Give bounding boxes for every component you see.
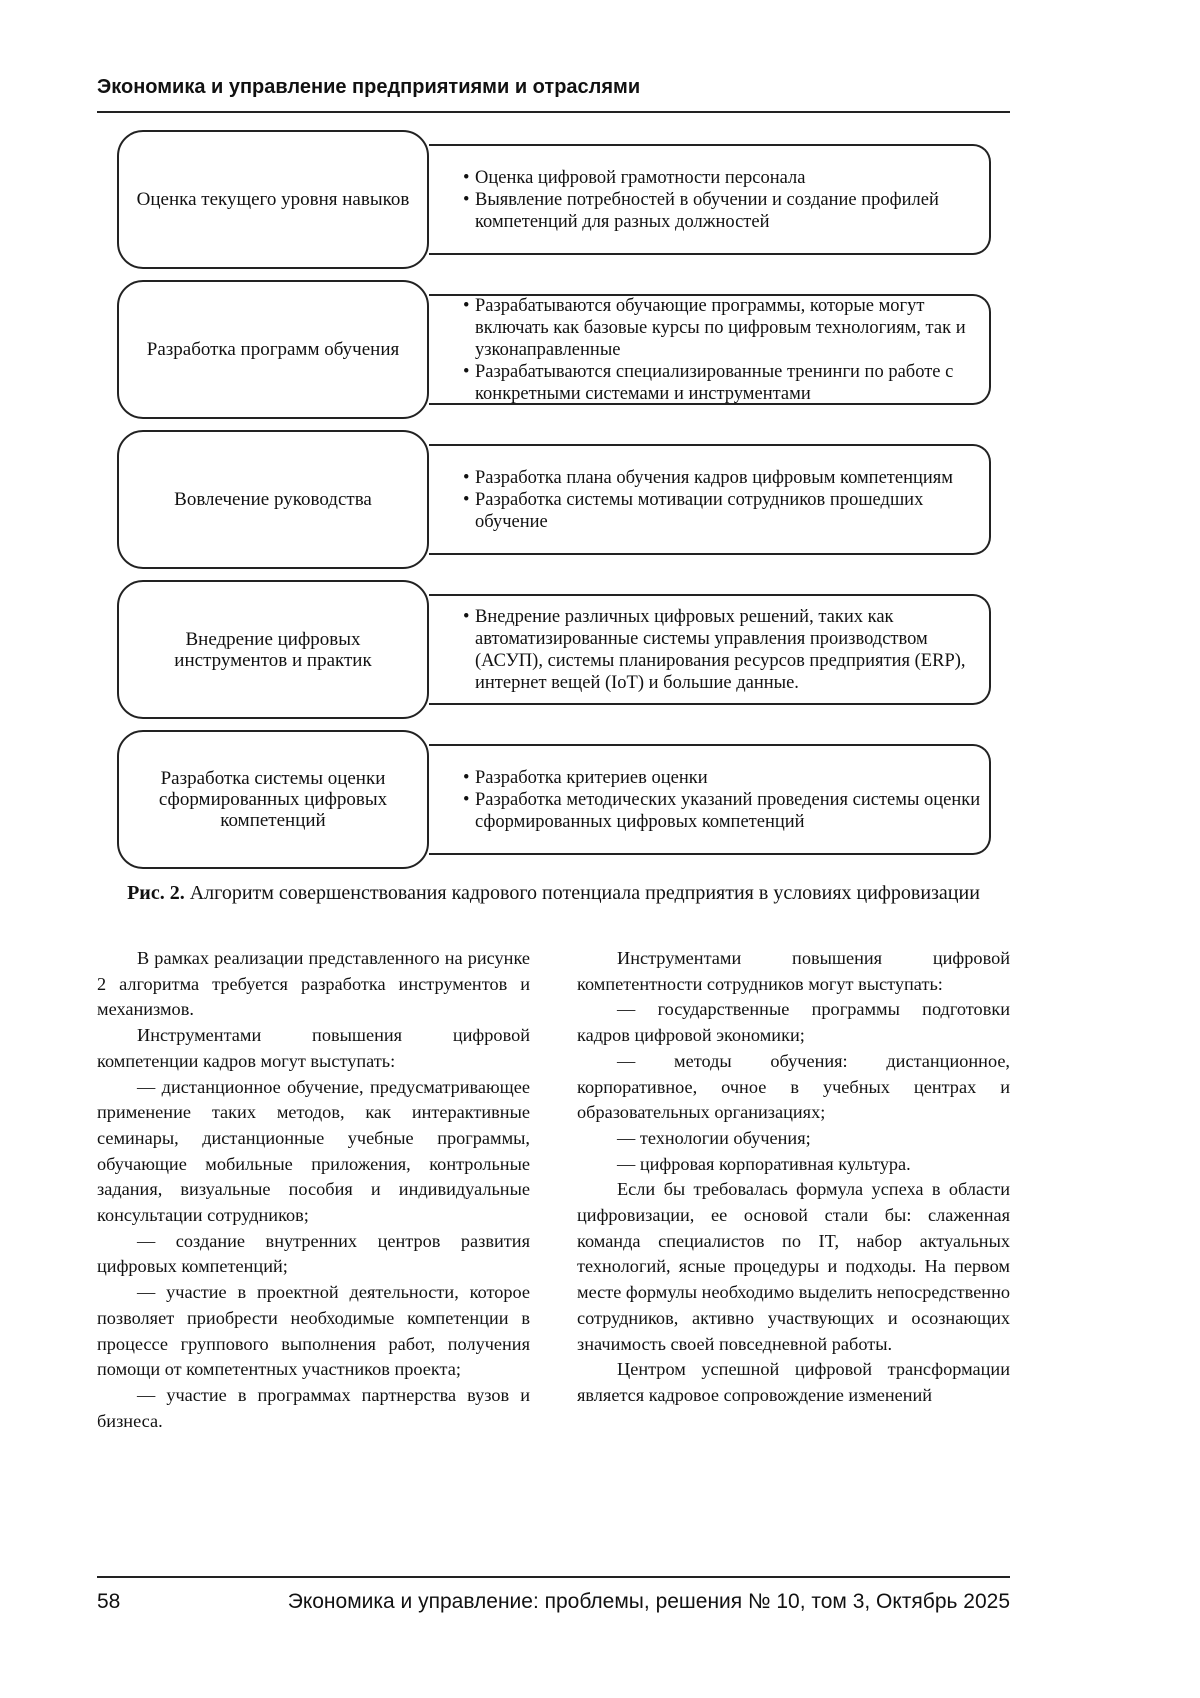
text-column-left [97,946,530,1434]
figure-caption-text: Алгоритм совершенствования кадрового потенциала предприятия в условиях цифровизации [184,882,980,904]
figure-caption [97,880,1010,906]
diagram-step-4 [117,580,993,723]
running-title: Экономика и управление предприятиями и отраслями [97,76,641,98]
paragraph: Инструментами повышения цифровой компетенции кадров могут выступать: [97,1025,530,1071]
paragraph: Центром успешной цифровой трансформации является кадровое сопровождение изменений [577,1359,1010,1405]
list-item: — технологии обучения; [617,1127,811,1148]
text-column-right [577,946,1010,1409]
step-bullet: • Внедрение различных цифровых решений, таких как автоматизированные системы управления производством (АСУП), системы планирования ресурсов предприятия (ERP), интернет вещей (IoT) и большие данные. [465,606,981,694]
diagram-step-1 [117,130,993,273]
list-item: — государственные программы подготовки кадров цифровой экономики; [577,999,1010,1046]
step-details-box [429,444,991,555]
step-title-box: Разработка программ обучения [117,280,429,419]
paragraph: В рамках реализации представленного на рисунке 2 алгоритма требуется разработка инструментов и механизмов. [97,948,530,1020]
list-item: — создание внутренних центров развития цифровых компетенций; [97,1230,530,1277]
diagram-step-3 [117,430,993,573]
step-bullet: • Разработка системы мотивации сотрудников прошедших обучение [465,489,981,533]
list-item: — участие в программах партнерства вузов и бизнеса. [97,1384,530,1431]
step-title-box: Разработка системы оценки сформированных цифровых компетенций [117,730,429,869]
figure-label: Рис. 2. [127,882,185,904]
step-bullet: • Разработка методических указаний проведения системы оценки сформированных цифровых компетенций [465,789,981,833]
page-number: 58 [97,1590,121,1613]
step-bullet: • Разработка плана обучения кадров цифровым компетенциям [465,467,981,489]
diagram-step-5 [117,730,993,873]
diagram-step-2 [117,280,993,423]
step-details-box [429,744,991,855]
step-details-box [429,294,991,405]
list-item: — цифровая корпоративная культура. [617,1153,911,1174]
step-bullet: • Разрабатываются специализированные тренинги по работе с конкретными системами и инструментами [465,361,981,405]
step-title-box: Вовлечение руководства [117,430,429,569]
list-item: — участие в проектной деятельности, которое позволяет приобрести необходимые компетенции в процессе группового выполнения работ, получения помощи от компетентных участников проекта; [97,1282,530,1380]
footer-divider [97,1576,1010,1578]
journal-citation: Экономика и управление: проблемы, решения № 10, том 3, Октябрь 2025 [287,1590,1010,1613]
step-title-box: Оценка текущего уровня навыков [117,130,429,269]
step-title-box: Внедрение цифровых инструментов и практик [117,580,429,719]
list-item: — методы обучения: дистанционное, корпоративное, очное в учебных центрах и образовательных организациях; [577,1050,1010,1123]
step-bullet: • Оценка цифровой грамотности персонала [465,167,981,189]
paragraph: Если бы требовалась формула успеха в области цифровизации, ее основой стали бы: слаженная команда специалистов по IT, набор актуальных технологий, ясные процедуры и подходы. На первом месте формулы необходимо выделить непосредственно сотрудников, активно участвующих и осознающих значимость своей повседневной работы. [577,1179,1011,1354]
step-bullet: • Разрабатываются обучающие программы, которые могут включать как базовые курсы по цифровым технологиям, так и узконаправленные [465,295,981,361]
step-bullet: • Разработка критериев оценки [465,767,981,789]
step-bullet: • Выявление потребностей в обучении и создание профилей компетенций для разных должностей [465,189,981,233]
step-details-box [429,144,991,255]
paragraph: Инструментами повышения цифровой компетентности сотрудников могут выступать: [577,948,1010,994]
list-item: — дистанционное обучение, предусматривающее применение таких методов, как интерактивные семинары, дистанционные учебные программы, обучающие мобильные приложения, контрольные задания, визуальные пособия и индивидуальные консультации сотрудников; [97,1076,530,1226]
step-details-box [429,594,991,705]
header-divider [97,111,1010,113]
